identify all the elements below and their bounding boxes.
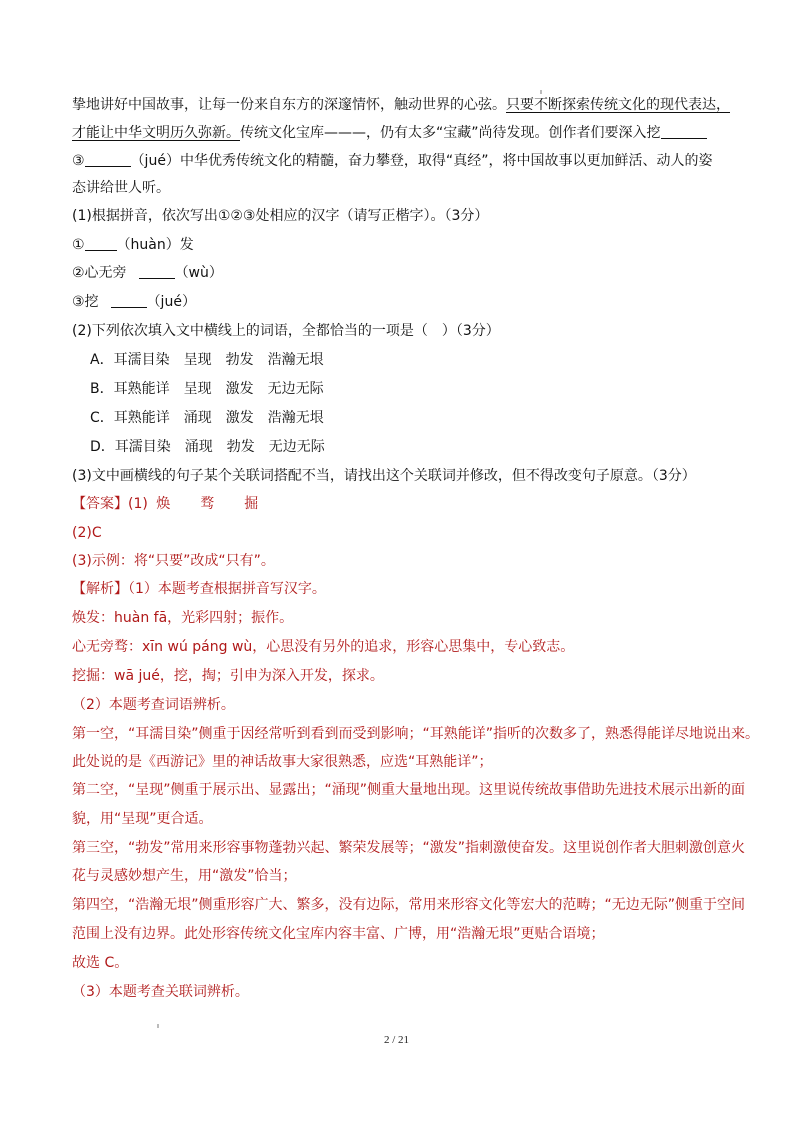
blank-2 [139, 264, 175, 279]
scan-speck [540, 90, 542, 94]
q1-item-2 [72, 263, 742, 283]
passage-line-3 [72, 151, 742, 171]
option-word: 耳熟能详 [113, 381, 170, 397]
passage-line-4 [72, 178, 742, 198]
option-a [90, 350, 760, 370]
analysis-line: 花与灵感妙想产生，用“激发”恰当； [72, 868, 297, 884]
analysis-line: 第一空，“耳濡目染”侧重于因经常听到看到而受到影响；“耳熟能详”指听的次数多了，熟悉得能详尽地说出来。 [72, 726, 760, 742]
answer-char-1: 焕 [156, 496, 171, 512]
question-2-stem: (2)下列依次填入文中横线上的词语，全都恰当的一项是（ ）（3分） [72, 323, 500, 339]
underlined-sentence: 才能让中华文明历久弥新。 [72, 125, 240, 141]
underlined-sentence: 只要不断探索传统文化的现代表达， [506, 97, 730, 113]
analysis-line: （3）本题考查关联词辨析。 [72, 984, 249, 1000]
question-1-stem: (1)根据拼音，依次写出①②③处相应的汉字（请写正楷字）。（3分） [72, 208, 489, 224]
analysis-line: 挖掘：wā jué，挖，掏；引申为深入开发，探求。 [72, 668, 384, 684]
analysis-line: 焕发：huàn fā，光彩四射；振作。 [72, 610, 294, 626]
option-word: 耳濡目染 [114, 439, 171, 455]
page-number: 2 / 21 [383, 1034, 410, 1046]
blank-1 [85, 236, 117, 251]
option-word: 无边无际 [268, 439, 325, 455]
answer-3: (3)示例：将“只要”改成“只有”。 [72, 553, 275, 569]
option-word: 激发 [225, 381, 254, 397]
analysis-line: 第二空，“呈现”侧重于展示出、显露出；“涌现”侧重大量地出现。这里说传统故事借助先进技术展示出新的面 [72, 782, 746, 798]
passage-text: （jué）中华优秀传统文化的精髓，奋力攀登，取得“真经”，将中国故事以更加鲜活、动人的姿 [130, 153, 713, 169]
blank-3 [661, 124, 707, 139]
option-word: 浩瀚无垠 [267, 410, 324, 426]
analysis-line: 此处说的是《西游记》里的神话故事大家很熟悉，应选“耳熟能详”； [72, 754, 493, 770]
option-label: D． [90, 439, 115, 455]
option-word: 呈现 [183, 352, 212, 368]
q1-item-2-pinyin: （wù） [174, 265, 223, 281]
analysis-line: 范围上没有边界。此处形容传统文化宝库内容丰富、广博，用“浩瀚无垠”更贴合语境； [72, 926, 605, 942]
option-label: A． [90, 352, 114, 368]
analysis-line: 第四空，“浩瀚无垠”侧重形容广大、繁多，没有边际，常用来形容文化等宏大的范畴；“无边无际”侧重于空间 [72, 897, 746, 913]
passage-line-2 [72, 123, 742, 143]
blank-3-answer [111, 293, 147, 308]
option-word: 无边无际 [267, 381, 324, 397]
option-word: 浩瀚无垠 [267, 352, 324, 368]
answer-char-3: 掘 [244, 496, 259, 512]
option-word: 涌现 [184, 439, 213, 455]
analysis-tag: 【解析】 [72, 581, 128, 597]
passage-line-1 [72, 95, 742, 115]
answer-tag: 【答案】 [72, 496, 128, 512]
analysis-line: 第三空，“勃发”常用来形容事物蓬勃兴起、繁荣发展等；“激发”指刺激使奋发。这里说创作者大胆刺激创意火 [72, 840, 746, 856]
analysis-line: 故选 C。 [72, 955, 129, 971]
option-c [90, 408, 760, 428]
passage-text: 态讲给世人听。 [72, 180, 170, 196]
q1-item-3 [72, 292, 742, 312]
scan-speck [157, 1024, 159, 1028]
passage-text: 传统文化宝库———，仍有太多“宝藏”尚待发现。创作者们要深入挖 [240, 125, 661, 141]
q1-item-1-label: ① [72, 237, 85, 253]
analysis-text: （1）本题考查根据拼音写汉字。 [128, 581, 326, 597]
q1-item-2-label: ②心无旁 [72, 265, 127, 281]
option-word: 涌现 [183, 410, 212, 426]
option-label: C． [90, 410, 114, 426]
option-word: 勃发 [225, 352, 254, 368]
q1-item-3-label: ③挖 [72, 294, 99, 310]
option-label: B． [90, 381, 114, 397]
analysis-head [72, 579, 742, 599]
answer-2: (2)C [72, 525, 102, 541]
analysis-line: （2）本题考查词语辨析。 [72, 697, 235, 713]
answer-char-2: 骛 [200, 496, 215, 512]
option-word: 呈现 [183, 381, 212, 397]
option-word: 耳熟能详 [113, 410, 170, 426]
q1-item-1 [72, 235, 742, 255]
marker-3: ③ [72, 153, 85, 169]
analysis-line: 心无旁骛：xīn wú páng wù，心思没有另外的追求，形容心思集中，专心致志。 [72, 639, 575, 655]
option-word: 耳濡目染 [113, 352, 170, 368]
option-d [90, 437, 760, 457]
q1-item-3-pinyin: （jué） [146, 294, 196, 310]
option-b [90, 379, 760, 399]
answer-1-label: (1) [128, 496, 148, 512]
analysis-line: 貌，用“呈现”更合适。 [72, 811, 213, 827]
passage-text: 挚地讲好中国故事，让每一份来自东方的深邃情怀，触动世界的心弦。 [72, 97, 506, 113]
q1-item-1-pinyin: （huàn）发 [116, 237, 194, 253]
blank-3-cont [85, 152, 131, 167]
option-word: 勃发 [226, 439, 255, 455]
option-word: 激发 [225, 410, 254, 426]
answer-1 [72, 494, 742, 514]
question-3-stem: (3)文中画横线的句子某个关联词搭配不当，请找出这个关联词并修改，但不得改变句子原意。（3分） [72, 468, 696, 484]
